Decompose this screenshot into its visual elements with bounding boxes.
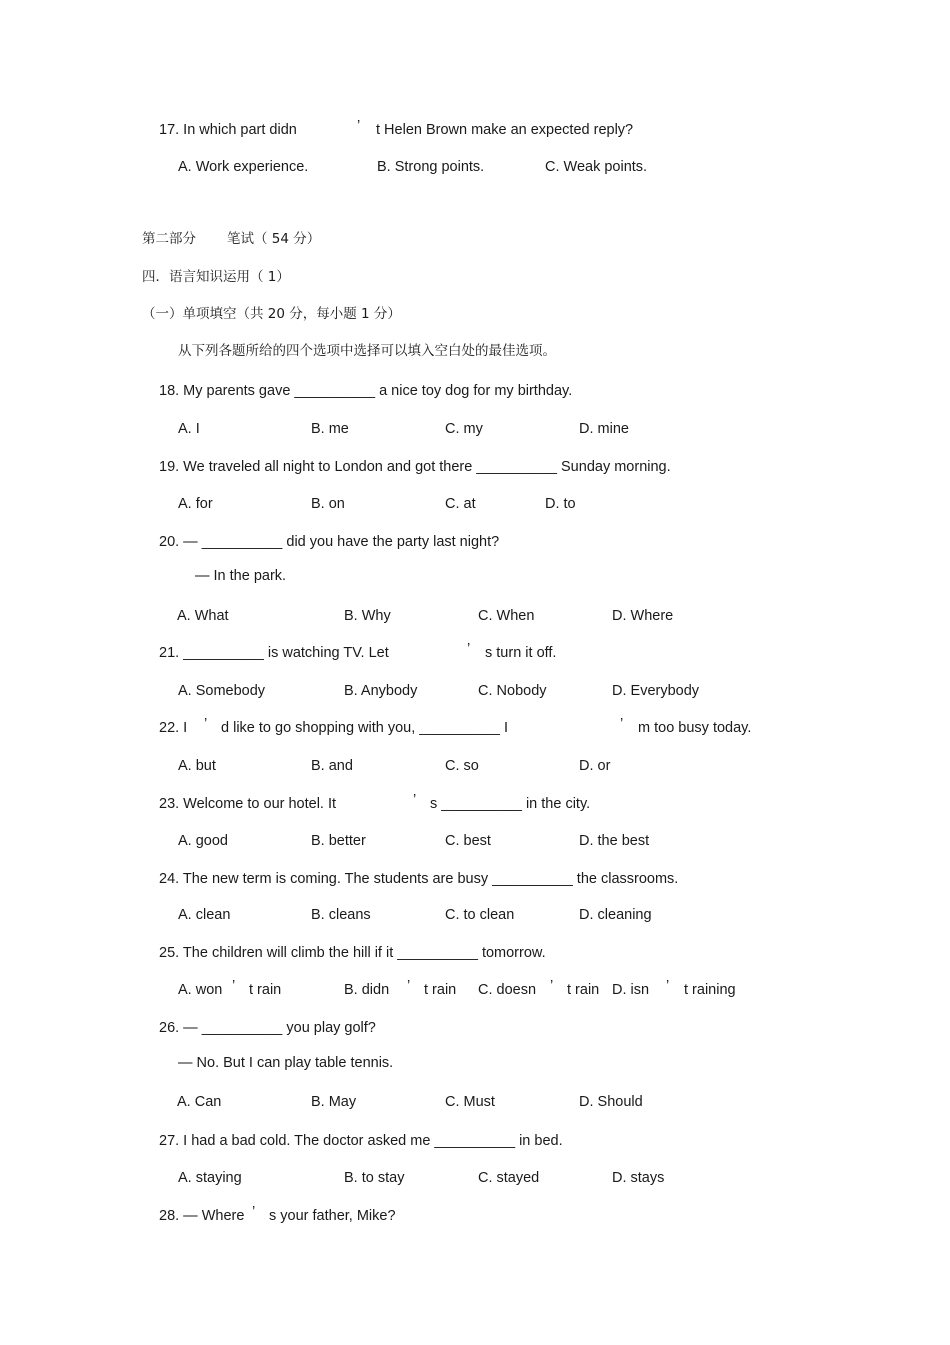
q20-option-c: C. When — [478, 608, 535, 624]
q25-option-b-part-a: B. didn — [344, 982, 390, 998]
q26-option-d: D. Should — [579, 1094, 643, 1110]
q19-stem: 19. We traveled all night to London and got there __________ Sunday morning. — [159, 459, 671, 475]
q18-stem: 18. My parents gave __________ a nice toy dog for my birthday. — [159, 383, 573, 399]
q17-option-c: C. Weak points. — [545, 159, 648, 175]
q25-option-c-part-a: C. doesn — [478, 982, 537, 998]
q23-stem-part-a: 23. Welcome to our hotel. It — [159, 796, 337, 812]
q25-option-b-apostrophe: ’ — [407, 978, 411, 994]
q18-option-a: A. I — [178, 421, 200, 437]
q18-option-c: C. my — [445, 421, 483, 437]
q25-option-a-part-b: t rain — [249, 982, 282, 998]
q22-option-a: A. but — [178, 758, 216, 774]
q27-option-a: A. staying — [178, 1170, 242, 1186]
q28-stem-part-a: 28. — Where — [159, 1208, 245, 1224]
q26-option-a: A. Can — [177, 1094, 222, 1110]
q27-stem: 27. I had a bad cold. The doctor asked me __________ in bed. — [159, 1133, 563, 1149]
part2-label: 第二部分 — [142, 231, 196, 247]
q23-option-b: B. better — [311, 833, 366, 849]
q25-option-a-part-a: A. won — [178, 982, 223, 998]
q17-option-a: A. Work experience. — [178, 159, 309, 175]
q20-option-b: B. Why — [344, 608, 391, 624]
q24-option-b: B. cleans — [311, 907, 371, 923]
q21-option-d: D. Everybody — [612, 683, 700, 699]
q25-option-b-part-b: t rain — [424, 982, 457, 998]
q25-option-d-part-a: D. isn — [612, 982, 650, 998]
q18-option-b: B. me — [311, 421, 349, 437]
q22-apostrophe-1: ’ — [204, 716, 208, 732]
q22-option-c: C. so — [445, 758, 479, 774]
q26-option-b: B. May — [311, 1094, 357, 1110]
q21-option-b: B. Anybody — [344, 683, 418, 699]
q17-stem-part-b: t Helen Brown make an expected reply? — [376, 122, 634, 138]
q25-stem: 25. The children will climb the hill if it __________ tomorrow. — [159, 945, 546, 961]
q24-option-a: A. clean — [178, 907, 231, 923]
q21-stem-part-a: 21. __________ is watching TV. Let — [159, 645, 389, 661]
q20-stem: 20. — __________ did you have the party last night? — [159, 534, 500, 550]
q23-option-d: D. the best — [579, 833, 650, 849]
q22-apostrophe-2: ’ — [620, 716, 624, 732]
q23-option-a: A. good — [178, 833, 228, 849]
q21-apostrophe: ’ — [467, 641, 471, 657]
q28-apostrophe: ’ — [252, 1204, 256, 1220]
q26-stem: 26. — __________ you play golf? — [159, 1020, 376, 1036]
q22-option-d: D. or — [579, 758, 611, 774]
q22-stem-part-c: m too busy today. — [638, 720, 752, 736]
q24-stem: 24. The new term is coming. The students are busy __________ the classrooms. — [159, 871, 679, 887]
q24-option-c: C. to clean — [445, 907, 515, 923]
subsection1-instruction: 从下列各题所给的四个选项中选择可以填入空白处的最佳选项。 — [178, 343, 556, 359]
q20-answer-line: — In the park. — [195, 568, 287, 584]
q20-option-a: A. What — [177, 608, 229, 624]
q23-apostrophe: ’ — [413, 792, 417, 808]
q21-stem-part-b: s turn it off. — [485, 645, 557, 661]
q25-option-c-apostrophe: ’ — [550, 978, 554, 994]
q19-option-d: D. to — [545, 496, 576, 512]
q17-option-b: B. Strong points. — [377, 159, 485, 175]
q27-option-b: B. to stay — [344, 1170, 405, 1186]
q19-option-b: B. on — [311, 496, 345, 512]
q21-option-a: A. Somebody — [178, 683, 266, 699]
q17-stem-part-a: 17. In which part didn — [159, 122, 297, 138]
part2-title: 笔试（ 54 分） — [227, 231, 321, 247]
q28-stem-part-b: s your father, Mike? — [269, 1208, 396, 1224]
q22-stem-part-a: 22. I — [159, 720, 188, 736]
q27-option-d: D. stays — [612, 1170, 665, 1186]
q25-option-d-apostrophe: ’ — [666, 978, 670, 994]
section4-title: 四．语言知识运用（ 1） — [142, 269, 290, 285]
q23-option-c: C. best — [445, 833, 491, 849]
q19-option-c: C. at — [445, 496, 476, 512]
q21-option-c: C. Nobody — [478, 683, 547, 699]
q23-stem-part-b: s __________ in the city. — [430, 796, 591, 812]
subsection1-title: （一）单项填空（共 20 分，每小题 1 分） — [142, 306, 401, 322]
q17-stem — [159, 121, 297, 139]
q27-option-c: C. stayed — [478, 1170, 540, 1186]
q24-option-d: D. cleaning — [579, 907, 652, 923]
q18-option-d: D. mine — [579, 421, 629, 437]
q26-answer-line: — No. But I can play table tennis. — [178, 1055, 394, 1071]
q19-option-a: A. for — [178, 496, 213, 512]
q25-option-a-apostrophe: ’ — [232, 978, 236, 994]
q22-stem-part-b: d like to go shopping with you, __________ I — [221, 720, 508, 736]
q20-option-d: D. Where — [612, 608, 674, 624]
q25-option-c-part-b: t rain — [567, 982, 600, 998]
q22-option-b: B. and — [311, 758, 353, 774]
q17-apostrophe: ’ — [357, 118, 361, 134]
q26-option-c: C. Must — [445, 1094, 495, 1110]
q25-option-d-part-b: t raining — [684, 982, 736, 998]
